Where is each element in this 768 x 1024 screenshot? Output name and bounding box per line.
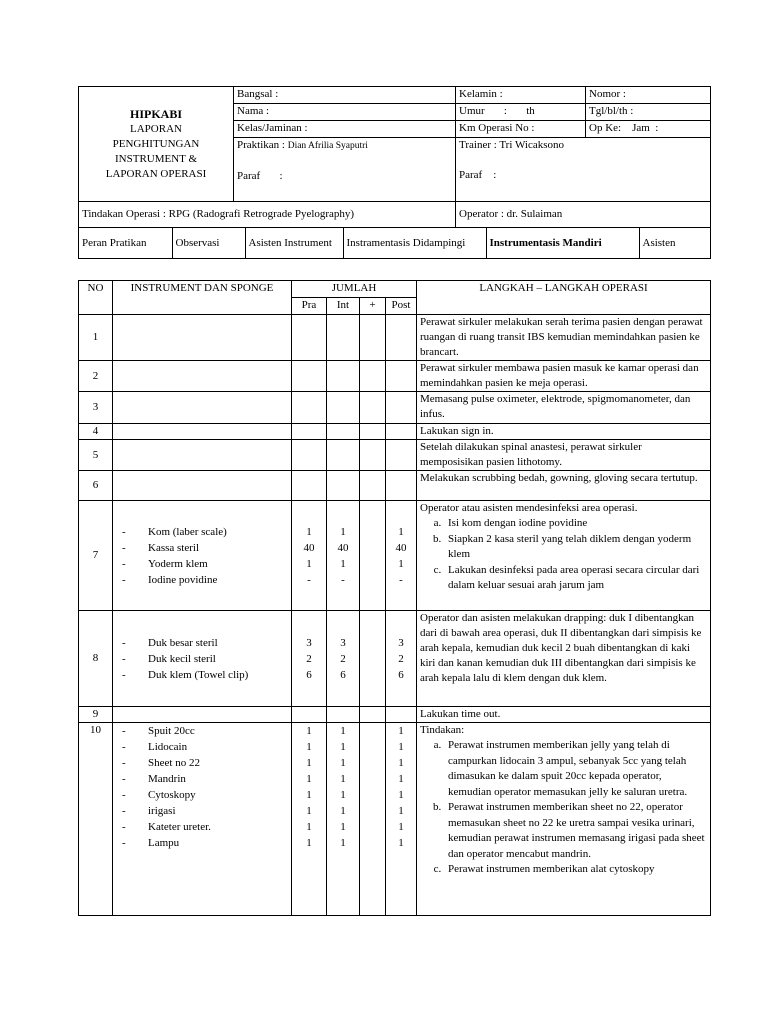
row-no: 7	[79, 501, 113, 611]
instrument-item: - Lampu	[116, 835, 288, 851]
km-operasi-field: Km Operasi No :	[456, 121, 586, 138]
observasi: Observasi	[172, 228, 245, 258]
post-value: 3	[398, 636, 404, 649]
post-value: 1	[398, 757, 404, 769]
post-value: 1	[398, 837, 404, 849]
asisten: Asisten	[639, 228, 710, 258]
instrument-item: - Duk kecil steril	[116, 651, 288, 667]
org-name: HIPKABI	[129, 106, 182, 121]
col-instrument: INSTRUMENT DAN SPONGE	[113, 281, 292, 315]
operator: Operator : dr. Sulaiman	[456, 202, 711, 228]
int-value: 6	[340, 668, 346, 681]
sub-steps	[420, 738, 707, 878]
pra-value: 1	[306, 821, 312, 833]
pra-value: 1	[306, 805, 312, 817]
col-pra: Pra	[292, 298, 327, 315]
row-steps: Lakukan time out.	[417, 707, 711, 723]
pra-value: -	[307, 573, 311, 586]
row-no: 9	[79, 707, 113, 723]
instrument-list	[116, 524, 288, 588]
step-intro: Tindakan:	[420, 724, 465, 736]
nama-field: Nama :	[234, 104, 456, 121]
sub-step: c. Perawat instrumen memberikan alat cytoskopy	[444, 862, 707, 878]
asisten-instrument: Asisten Instrument	[245, 228, 343, 258]
int-value: 1	[340, 757, 346, 769]
pra-value: 1	[306, 789, 312, 801]
praktikan-name: Dian Afrilia Syaputri	[287, 141, 368, 151]
int-value: 1	[340, 741, 346, 753]
post-value: 1	[398, 773, 404, 785]
instrument-item: - irigasi	[116, 803, 288, 819]
instrument-item: - Yoderm klem	[116, 556, 288, 572]
int-value: 1	[340, 789, 346, 801]
table-row	[79, 611, 711, 707]
sub-step: b. Perawat instrumen memberikan sheet no 22, operator memasukan sheet no 22 ke uretra sampai vesika urinari, kemudian perawat instrumen memasang irigasi pada sheet dan operator mencabut mandrin.	[444, 800, 707, 862]
row-steps: Perawat sirkuler membawa pasien masuk ke kamar operasi dan memindahkan pasien ke meja operasi.	[417, 361, 711, 392]
instrument-item: - Kom (laber scale)	[116, 524, 288, 540]
col-int: Int	[327, 298, 360, 315]
instrument-item: - Duk besar steril	[116, 635, 288, 651]
pra-value: 1	[306, 757, 312, 769]
post-value: 40	[395, 541, 407, 554]
int-value: 1	[340, 805, 346, 817]
row-no: 2	[79, 361, 113, 392]
pra-value: 1	[306, 525, 312, 538]
title-line: LAPORAN OPERASI	[105, 167, 207, 180]
row-no: 6	[79, 471, 113, 501]
sub-step: a. Isi kom dengan iodine povidine	[444, 516, 707, 532]
instrument-item: - Kassa steril	[116, 540, 288, 556]
kelamin-field: Kelamin :	[456, 87, 586, 104]
title-line: PENGHITUNGAN	[112, 137, 200, 150]
step-intro: Operator atau asisten mendesinfeksi area operasi.	[420, 502, 638, 514]
row-steps: Melakukan scrubbing bedah, gowning, gloving secara tertutup.	[417, 471, 711, 501]
tgl-field: Tgl/bl/th :	[586, 104, 711, 121]
row-steps: Perawat sirkuler melakukan serah terima pasien dengan perawat ruangan di ruang transit IBS kemudian memindahkan pasien ke brancart.	[417, 315, 711, 361]
row-no: 3	[79, 392, 113, 424]
post-value: 1	[398, 741, 404, 753]
peran-pratikan: Peran Pratikan	[79, 228, 172, 258]
table-row	[79, 707, 711, 723]
title-line: LAPORAN	[130, 122, 182, 135]
instrument-item: - Kateter ureter.	[116, 819, 288, 835]
instrument-item: - Sheet no 22	[116, 755, 288, 771]
form-title-block	[79, 87, 234, 202]
sub-step: c. Lakukan desinfeksi pada area operasi secara circular dari dalam keluar sesuai arah jarum jam	[444, 563, 707, 594]
col-langkah: LANGKAH – LANGKAH OPERASI	[417, 281, 711, 315]
post-value: 2	[398, 652, 404, 665]
op-ke-field: Op Ke: Jam :	[586, 121, 711, 138]
umur-field: Umur : th	[456, 104, 586, 121]
bangsal-field: Bangsal :	[234, 87, 456, 104]
int-value: 1	[340, 725, 346, 737]
sub-step: a. Perawat instrumen memberikan jelly yang telah di campurkan lidocain 3 ampul, sebanyak 5cc yang telah dimasukan ke dalam spuit 20cc kepada operator, kemudian operator memasukan jelly ke saluran uretra.	[444, 738, 707, 800]
post-value: 1	[398, 725, 404, 737]
instrument-item: - Spuit 20cc	[116, 723, 288, 739]
row-no: 1	[79, 315, 113, 361]
post-value: 1	[398, 525, 404, 538]
sub-step: b. Siapkan 2 kasa steril yang telah diklem dengan yoderm klem	[444, 532, 707, 563]
post-value: 1	[398, 557, 404, 570]
pra-value: 3	[306, 636, 312, 649]
row-steps: Memasang pulse oximeter, elektrode, spigmomanometer, dan infus.	[417, 392, 711, 424]
int-value: 1	[340, 557, 346, 570]
instrument-item: - Mandrin	[116, 771, 288, 787]
col-post: Post	[386, 298, 417, 315]
post-value: -	[399, 573, 403, 586]
col-jumlah: JUMLAH	[292, 281, 417, 298]
col-plus: +	[360, 298, 386, 315]
table-row	[79, 361, 711, 392]
post-value: 1	[398, 821, 404, 833]
int-value: 1	[340, 525, 346, 538]
instrument-item: - Cytoskopy	[116, 787, 288, 803]
trainer: Trainer : Tri Wicaksono	[459, 139, 564, 151]
table-row	[79, 424, 711, 440]
int-value: 1	[340, 837, 346, 849]
table-row	[79, 501, 711, 611]
row-steps: Setelah dilakukan spinal anastesi, perawat sirkuler memposisikan pasien lithotomy.	[417, 440, 711, 471]
peran-table	[79, 228, 710, 258]
table-row	[79, 440, 711, 471]
pra-value: 1	[306, 837, 312, 849]
paraf-right: Paraf :	[459, 169, 497, 181]
int-value: 40	[337, 541, 349, 554]
pra-value: 2	[306, 652, 312, 665]
col-no: NO	[79, 281, 113, 315]
pra-value: 6	[306, 668, 312, 681]
title-line: INSTRUMENT &	[115, 152, 197, 165]
kelas-field: Kelas/Jaminan :	[234, 121, 456, 138]
pra-value: 1	[306, 741, 312, 753]
instramentasis-didampingi: Instramentasis Didampingi	[343, 228, 486, 258]
sub-steps	[420, 516, 707, 594]
row-steps: Lakukan sign in.	[417, 424, 711, 440]
table-row	[79, 392, 711, 424]
int-value: 2	[340, 652, 346, 665]
post-value: 1	[398, 805, 404, 817]
int-value: 1	[340, 773, 346, 785]
table-row	[79, 471, 711, 501]
instrument-item: - Duk klem (Towel clip)	[116, 667, 288, 683]
pra-value: 1	[306, 773, 312, 785]
table-row	[79, 723, 711, 916]
paraf-left: Paraf :	[237, 170, 283, 182]
instrument-list	[116, 723, 288, 851]
row-steps: Operator dan asisten melakukan drapping: duk I dibentangkan dari di bawah area operasi, duk II dibentangkan dari simpisis ke arah kepala, kemudian duk kecil 2 buah dibentangkan di kaki kiri dan kanan kemudian duk III dibentangkan dari simpisis ke arah kepala lalu di klem dengan duk klem.	[417, 611, 711, 707]
instrument-item: - Lidocain	[116, 739, 288, 755]
row-no: 10	[79, 723, 113, 916]
int-value: 1	[340, 821, 346, 833]
instrument-table	[78, 280, 711, 916]
post-value: 1	[398, 789, 404, 801]
table-row	[79, 315, 711, 361]
praktikan-label: Praktikan :	[237, 139, 285, 151]
int-value: -	[341, 573, 345, 586]
pra-value: 40	[303, 541, 315, 554]
pra-value: 1	[306, 557, 312, 570]
instrument-item: - Iodine povidine	[116, 572, 288, 588]
post-value: 6	[398, 668, 404, 681]
instrumentasis-mandiri: Instrumentasis Mandiri	[486, 228, 639, 258]
row-no: 5	[79, 440, 113, 471]
instrument-list	[116, 635, 288, 683]
tindakan-operasi: Tindakan Operasi : RPG (Radografi Retrograde Pyelography)	[79, 202, 456, 228]
trainer-field	[456, 138, 711, 202]
pra-value: 1	[306, 725, 312, 737]
row-no: 4	[79, 424, 113, 440]
header-table	[78, 86, 711, 259]
int-value: 3	[340, 636, 346, 649]
nomor-field: Nomor :	[586, 87, 711, 104]
row-no: 8	[79, 611, 113, 707]
praktikan-field	[234, 138, 456, 202]
